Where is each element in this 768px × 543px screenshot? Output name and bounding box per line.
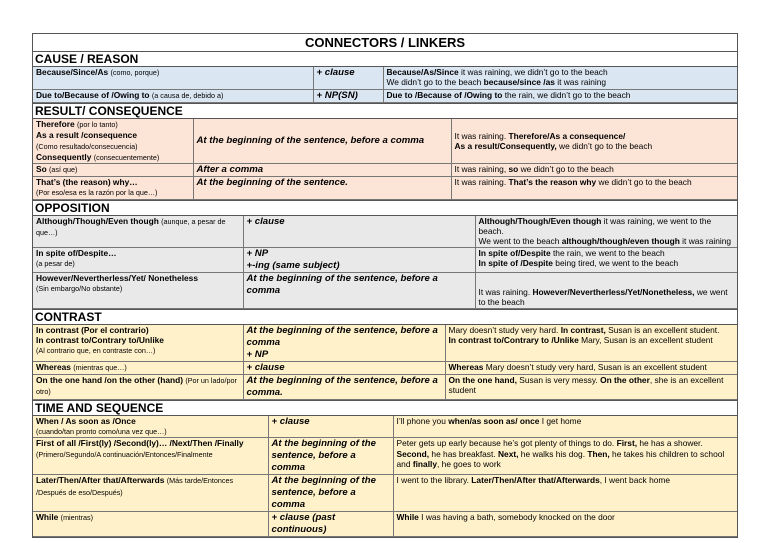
text-span: We didn’t go to the beach xyxy=(386,77,484,88)
table-row xyxy=(33,325,737,362)
contrast-table xyxy=(33,325,737,400)
text-span: + NP xyxy=(246,348,269,360)
opposition-table xyxy=(33,216,737,309)
result-section xyxy=(33,104,737,201)
linkers-sheet xyxy=(32,33,738,538)
position-label: + NP(SN) xyxy=(316,90,358,101)
example-cell xyxy=(445,361,737,374)
position-label: At the beginning of the sentence. xyxy=(196,177,348,189)
table-row xyxy=(33,164,737,177)
text-span: In contrast (Por el contrario) xyxy=(36,324,149,335)
text-span: (por lo tanto) xyxy=(76,120,118,129)
text-span: While xyxy=(396,512,419,523)
table-row xyxy=(33,177,737,200)
text-span: As a result /consequence xyxy=(36,130,138,141)
text-span: While xyxy=(36,512,59,523)
text-span: Peter gets up early because he’s got plenty of things to do. xyxy=(396,438,617,449)
position-label: At the beginning of the sentence, before a comma xyxy=(246,272,438,296)
cause-heading: CAUSE / REASON xyxy=(33,52,737,67)
table-row xyxy=(33,512,737,537)
text-span: I was having a bath, somebody knocked on the door xyxy=(418,512,615,523)
text-span: +-ing (same subject) xyxy=(246,259,340,271)
example-cell xyxy=(475,247,737,272)
text-span: (consecuentemente) xyxy=(93,152,160,162)
text-span: it was raining xyxy=(554,77,607,88)
text-span: he has breakfast. xyxy=(429,448,498,459)
text-span: he walks his dog. xyxy=(518,448,588,459)
text-span: I’ll phone you xyxy=(396,415,449,426)
text-span: In contrast to/Contrary to/Unlike xyxy=(36,334,164,345)
position-label: At the beginning of the sentence, before a comma. xyxy=(246,374,438,398)
table-row xyxy=(33,374,737,399)
text-span: (a pesar de) xyxy=(36,258,75,268)
example-cell xyxy=(393,416,737,438)
text-span: Mary doesn’t study very hard. xyxy=(448,324,561,335)
time-heading: TIME AND SEQUENCE xyxy=(33,401,737,416)
text-span: It was raining. xyxy=(454,177,509,188)
table-row xyxy=(33,119,737,164)
position-label: After a comma xyxy=(196,164,264,176)
text-span: In spite of/Despite xyxy=(478,247,551,258)
opposition-section xyxy=(33,201,737,310)
example-cell xyxy=(451,177,737,200)
text-span: Consequently xyxy=(36,151,92,162)
text-span: (Por un lado/por otro) xyxy=(36,375,237,396)
text-span: However/Nevertherless/Yet/ Nonetheless xyxy=(36,272,198,283)
text-span: On the one hand, xyxy=(448,374,517,385)
example-cell xyxy=(475,272,737,308)
text-span: Because/As/Since xyxy=(386,67,459,77)
text-span: it was raining, we went to the beach. xyxy=(478,215,712,237)
text-span: (mientras que…) xyxy=(73,362,127,372)
text-span: However/Nevertherless/Yet/Nonetheless, xyxy=(532,287,695,298)
table-row xyxy=(33,247,737,272)
text-span: (Primero/Segundo/A continuación/Entonces/Finalmente xyxy=(36,449,213,459)
text-span: we didn’t go to the beach xyxy=(518,164,614,175)
text-span: That’s the reason why xyxy=(508,177,597,188)
text-span: (así que) xyxy=(49,165,78,175)
text-span: Therefore xyxy=(36,119,75,129)
text-span: because/since /as xyxy=(483,77,555,88)
contrast-heading: CONTRAST xyxy=(33,310,737,325)
text-span: As a result/Consequently, xyxy=(454,141,557,152)
text-span: Whereas xyxy=(448,361,484,372)
text-span: So xyxy=(36,164,47,175)
text-span: I get home xyxy=(539,415,582,426)
text-span: when/as soon as/ once xyxy=(448,415,540,426)
example-cell xyxy=(393,475,737,512)
example-cell xyxy=(383,90,737,103)
text-span: (Más tarde/Entonces /Después de eso/Después) xyxy=(36,476,234,497)
text-span: Later/Then/After that/Afterwards xyxy=(471,475,600,486)
text-span: I went to the library. xyxy=(396,475,472,486)
position-label: + clause xyxy=(246,215,285,227)
text-span: First, xyxy=(616,438,638,449)
text-span: In spite of/Despite… xyxy=(36,247,117,258)
text-span: we went to the beach xyxy=(478,287,728,308)
result-table xyxy=(33,119,737,200)
text-span: In contrast to/Contrary to /Unlike xyxy=(448,334,579,345)
text-span: we didn’t go to the beach xyxy=(596,177,692,188)
position-label: + clause (past continuous) xyxy=(271,512,336,536)
position-label: + clause xyxy=(316,67,355,78)
text-span: Whereas xyxy=(36,361,71,372)
time-table xyxy=(33,416,737,538)
text-span: he has a shower. xyxy=(637,438,703,449)
text-span: (Sin embargo/No obstante) xyxy=(36,283,123,293)
text-span: being tired, we went to the beach xyxy=(552,257,679,268)
text-span: Therefore/As a consequence/ xyxy=(508,130,626,141)
connector-label: Due to/Because of /Owing to xyxy=(36,90,150,100)
text-span: (aunque, a pesar de que…) xyxy=(36,216,226,238)
text-span: , I went back home xyxy=(599,475,671,486)
text-span: , she is an excellent student xyxy=(448,374,724,395)
text-span: although/though/even though xyxy=(561,236,680,247)
text-span: Second, xyxy=(396,448,430,459)
text-span: It was raining. xyxy=(478,287,533,298)
page-title: CONNECTORS / LINKERS xyxy=(33,34,737,52)
text-span: the rain, we didn’t go to the beach xyxy=(502,90,631,100)
table-row xyxy=(33,475,737,512)
text-span: (Al contrario que, en contraste con…) xyxy=(36,346,156,356)
text-span: Due to /Because of /Owing to xyxy=(386,90,503,100)
connector-label: Because/Since/As xyxy=(36,67,109,77)
text-span: Although/Though/Even though xyxy=(478,215,602,226)
time-section xyxy=(33,401,737,538)
text-span: Susan is very messy. xyxy=(516,374,601,385)
text-span: In contrast, xyxy=(560,324,606,335)
table-row xyxy=(33,90,737,103)
position-label: + clause xyxy=(271,415,310,427)
text-span: the rain, we went to the beach xyxy=(550,247,665,258)
text-span: (Como resultado/consecuencia) xyxy=(36,141,138,151)
table-row xyxy=(33,438,737,475)
position-label: At the beginning of the sentence, before a comma xyxy=(196,135,425,147)
text-span: It was raining, xyxy=(454,164,509,175)
table-row xyxy=(33,67,737,90)
example-cell xyxy=(393,512,737,537)
text-span: , he goes to work xyxy=(437,458,501,469)
text-span: Then, xyxy=(587,448,610,459)
text-span: When / As soon as /Once xyxy=(36,415,136,426)
cause-section xyxy=(33,52,737,104)
position-label: + clause xyxy=(246,361,285,373)
text-span: It was raining. xyxy=(454,130,509,141)
text-span: Susan is an excellent student. xyxy=(605,324,720,335)
text-span: it was raining xyxy=(679,236,732,247)
text-span: finally xyxy=(412,458,438,469)
text-span: At the beginning of the sentence, before a comma xyxy=(246,324,438,348)
text-span: so xyxy=(508,164,519,175)
example-cell xyxy=(475,216,737,247)
position-label: At the beginning of the sentence, before a comma xyxy=(271,438,376,474)
text-span: Next, xyxy=(497,448,519,459)
text-span: On the other xyxy=(600,374,650,385)
example-cell xyxy=(393,438,737,475)
opposition-heading: OPPOSITION xyxy=(33,201,737,216)
example-cell xyxy=(451,164,737,177)
cause-table xyxy=(33,67,737,103)
text-span: (cuando/tan pronto como/una vez que…) xyxy=(36,426,167,436)
result-heading: RESULT/ CONSEQUENCE xyxy=(33,104,737,119)
text-span: On the one hand /on the other (hand) xyxy=(36,374,184,385)
example-cell xyxy=(451,119,737,164)
table-row xyxy=(33,216,737,247)
text-span: That’s (the reason) why… xyxy=(36,177,138,188)
table-row xyxy=(33,361,737,374)
text-span: Mary doesn’t study very hard, Susan is an excellent student xyxy=(483,361,707,372)
text-span: + NP xyxy=(246,247,269,259)
text-span: it was raining, we didn’t go to the beach xyxy=(458,67,608,77)
text-span: Later/Then/After that/Afterwards xyxy=(36,475,165,486)
text-span: First of all /First(ly) /Second(ly)… /Next/Then /Finally xyxy=(36,438,244,449)
example-cell xyxy=(383,67,737,90)
text-span: (Por eso/esa es la razón por la que…) xyxy=(36,188,158,198)
contrast-section xyxy=(33,310,737,401)
text-span: he takes his children to school and xyxy=(396,448,725,469)
table-row xyxy=(33,272,737,308)
text-span: (mientras) xyxy=(60,513,94,523)
example-cell xyxy=(445,325,737,362)
text-span: we didn’t go to the beach xyxy=(556,141,653,152)
position-label: At the beginning of the sentence, before a comma xyxy=(271,475,376,511)
text-span: Mary, Susan is an excellent student xyxy=(578,334,713,345)
gloss-text: (como, porque) xyxy=(110,68,160,77)
text-span: Although/Though/Even though xyxy=(36,215,159,226)
text-span: In spite of /Despite xyxy=(478,257,553,268)
gloss-text: (a causa de, debido a) xyxy=(151,91,224,100)
table-row xyxy=(33,416,737,438)
example-cell xyxy=(445,374,737,399)
text-span: We went to the beach xyxy=(478,236,562,247)
